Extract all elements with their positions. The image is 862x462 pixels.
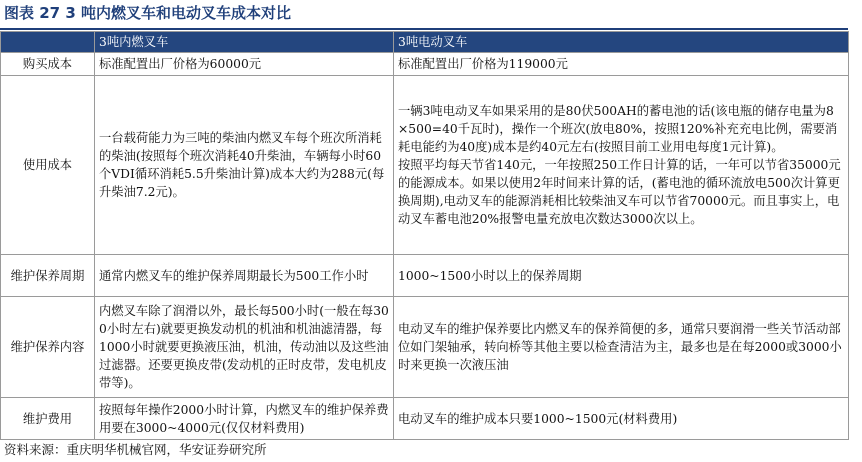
figure-title: 图表 27 3 吨内燃叉车和电动叉车成本对比 [4, 4, 291, 22]
table-row-maintenance-content [1, 297, 849, 398]
diesel-cell: 内燃叉车除了润滑以外，最长每500小时(一般在每300小时左右)就要更换发动机的机油和机油滤清器，每1000小时就要更换液压油，机油，传动油以及这些油过滤器。还要更换皮带(发动机的正时皮带，发电机皮带等)。 [95, 297, 394, 398]
row-label: 维护费用 [1, 398, 95, 440]
table-row-maintenance-fee [1, 398, 849, 440]
diesel-cell: 按照每年操作2000小时计算，内燃叉车的维护保养费用要在3000~4000元(仅仅材料费用) [95, 398, 394, 440]
row-label: 使用成本 [1, 76, 95, 255]
row-label: 购买成本 [1, 53, 95, 76]
header-cell-diesel: 3吨内燃叉车 [95, 32, 394, 53]
table-row-purchase-cost [1, 53, 849, 76]
header-cell-electric: 3吨电动叉车 [394, 32, 849, 53]
electric-cell [394, 76, 849, 255]
row-label: 维护保养周期 [1, 255, 95, 297]
diesel-cell: 标准配置出厂价格为60000元 [95, 53, 394, 76]
table-row-usage-cost [1, 76, 849, 255]
diesel-cell [95, 76, 394, 255]
title-rule [0, 28, 848, 30]
diesel-usage-paragraph: 一台载荷能力为三吨的柴油内燃叉车每个班次所消耗的柴油(按照每个班次消耗40升柴油，车辆每小时60个VDI循环消耗5.5升柴油计算)成本大约为288元(每升柴油7.2元)。 [99, 131, 385, 199]
source-note: 资料来源：重庆明华机械官网，华安证券研究所 [4, 442, 267, 457]
diesel-cell: 通常内燃叉车的维护保养周期最长为500工作小时 [95, 255, 394, 297]
electric-usage-paragraph-2: 按照平均每天节省140元，一年按照250工作日计算的话，一年可以节省35000元的能源成本。如果以使用2年时间来计算的话，(蓄电池的循环流放电500次计算更换周期),电动叉车的能源消耗相比较柴油叉车可以节省70000元。而且事实上，电动叉车蓄电池20%报警电量充放电次数达3000次以上。 [398, 158, 841, 226]
header-cell-empty [1, 32, 95, 53]
comparison-table [0, 31, 849, 440]
row-label: 维护保养内容 [1, 297, 95, 398]
electric-cell: 电动叉车的维护保养要比内燃叉车的保养简便的多，通常只要润滑一些关节活动部位如门架轴承，转向桥等其他主要以检查清洁为主，最多也是在每2000或3000小时来更换一次液压油 [394, 297, 849, 398]
electric-cell: 电动叉车的维护成本只要1000~1500元(材料费用) [394, 398, 849, 440]
electric-usage-paragraph-1: 一辆3吨电动叉车如果采用的是80伏500AH的蓄电池的话(该电瓶的储存电量为8×500=40千瓦时)，操作一个班次(放电80%，按照120%补充充电比例，需要消耗电能约为40度)成本是约40元左右(按照目前工业用电每度1元计算)。 [398, 104, 838, 154]
table-row-maintenance-cycle [1, 255, 849, 297]
electric-cell: 1000~1500小时以上的保养周期 [394, 255, 849, 297]
table-header-row [1, 32, 849, 53]
electric-cell: 标准配置出厂价格为119000元 [394, 53, 849, 76]
